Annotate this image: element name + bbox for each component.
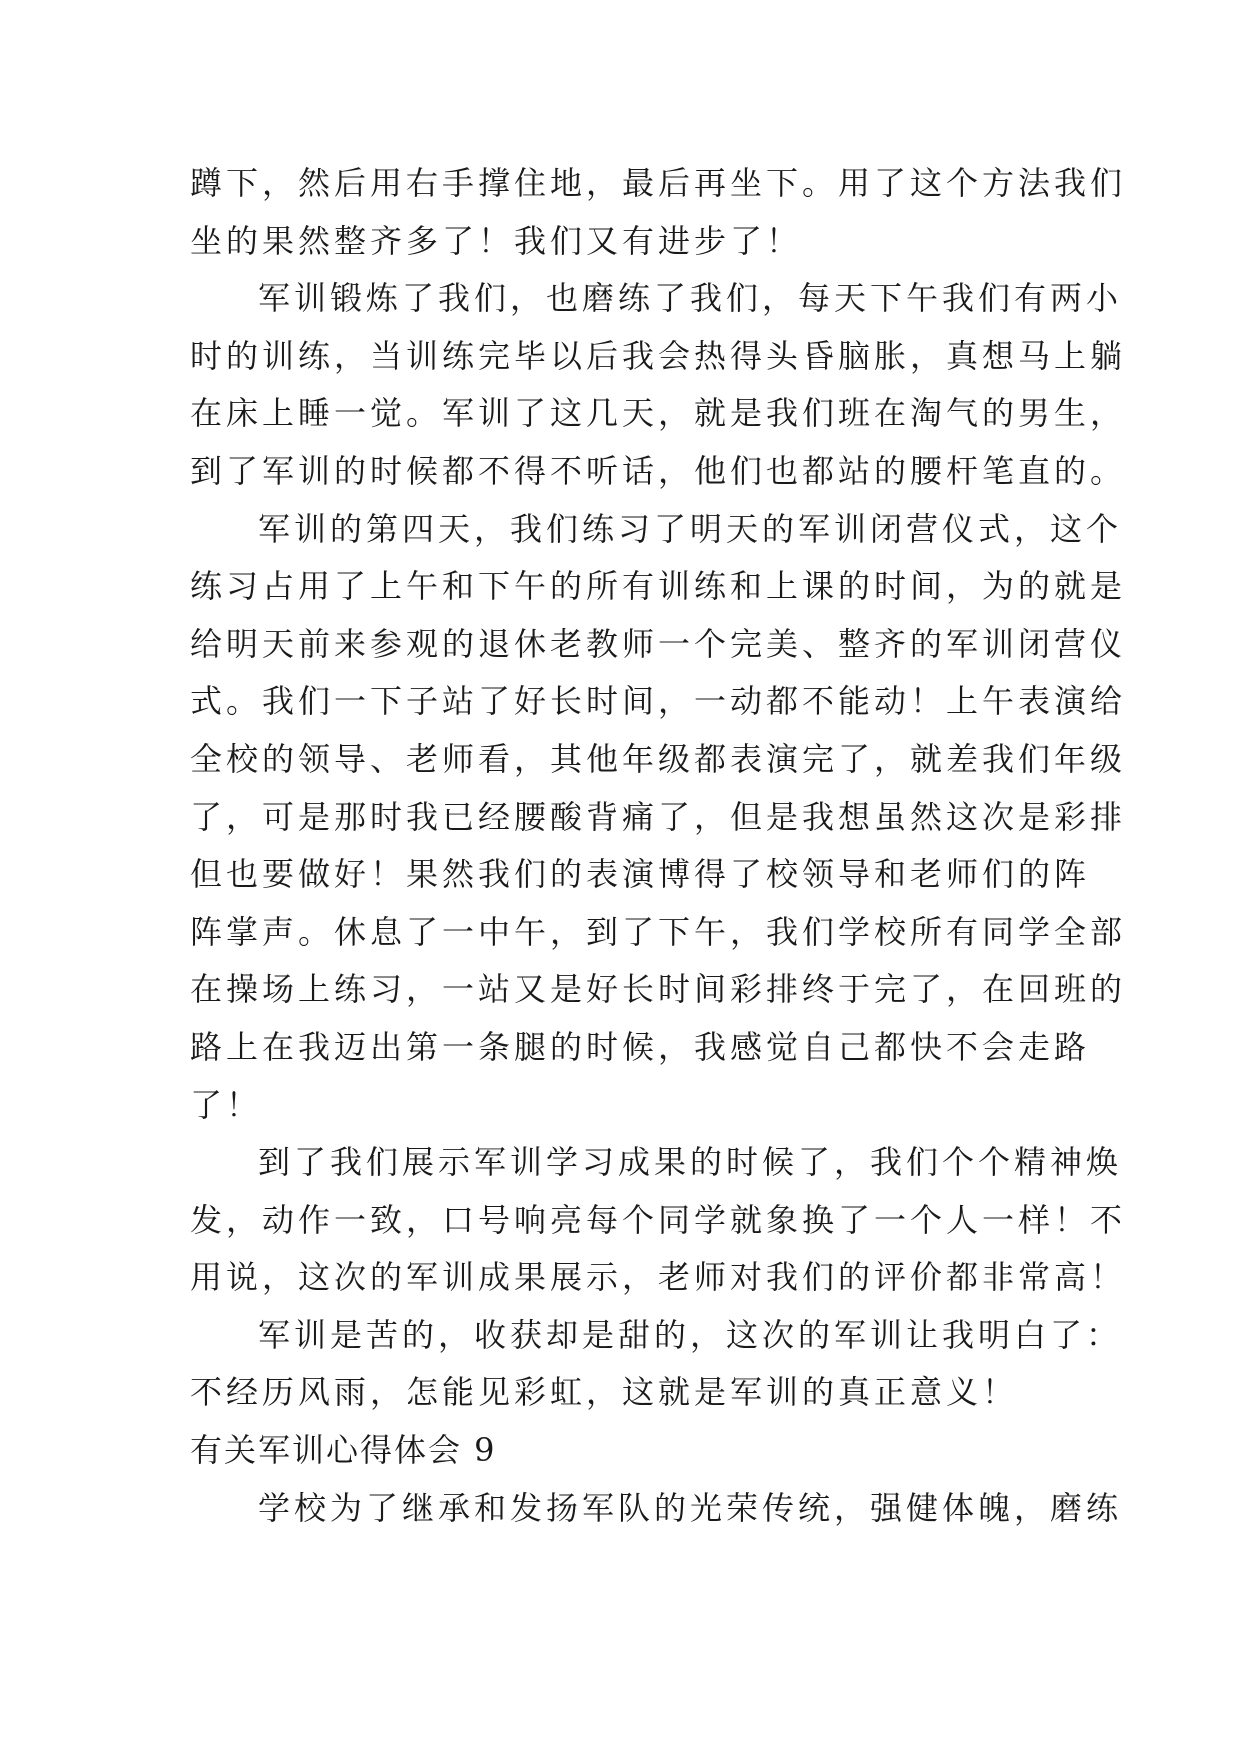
text-line: 全校的领导、老师看，其他年级都表演完了，就差我们年级 — [190, 739, 1127, 778]
text-line: 给明天前来参观的退休老教师一个完美、整齐的军训闭营仪 — [190, 624, 1127, 663]
paragraph-start-line: 到了我们展示军训学习成果的时候了，我们个个精神焕 — [258, 1143, 1123, 1182]
text-line: 不经历风雨，怎能见彩虹，这就是军训的真正意义！ — [190, 1373, 1019, 1412]
text-line: 练习占用了上午和下午的所有训练和上课的时间，为的就是 — [190, 567, 1127, 606]
text-line: 了，可是那时我已经腰酸背痛了，但是我想虽然这次是彩排 — [190, 797, 1127, 836]
text-line: 在操场上练习，一站又是好长时间彩排终于完了，在回班的 — [190, 970, 1127, 1009]
text-line: 但也要做好！果然我们的表演博得了校领导和老师们的阵 — [190, 855, 1091, 894]
paragraph-start-line: 军训的第四天，我们练习了明天的军训闭营仪式，这个 — [258, 509, 1123, 548]
text-line: 时的训练，当训练完毕以后我会热得头昏脑胀，真想马上躺 — [190, 336, 1127, 375]
text-line: 式。我们一下子站了好长时间，一动都不能动！上午表演给 — [190, 682, 1127, 721]
text-line: 在床上睡一觉。军训了这几天，就是我们班在淘气的男生， — [190, 394, 1127, 433]
section-heading: 有关军训心得体会 9 — [190, 1431, 497, 1470]
document-body — [190, 155, 1127, 1537]
text-line: 蹲下，然后用右手撑住地，最后再坐下。用了这个方法我们 — [190, 164, 1127, 202]
text-line: 用说，这次的军训成果展示，老师对我们的评价都非常高！ — [190, 1258, 1127, 1297]
text-line: 了！ — [190, 1085, 263, 1124]
paragraph-start-line: 军训是苦的，收获却是甜的，这次的军训让我明白了： — [258, 1315, 1123, 1354]
text-line: 到了军训的时候都不得不听话，他们也都站的腰杆笔直的。 — [190, 451, 1127, 490]
paragraph-start-line: 军训锻炼了我们，也磨练了我们，每天下午我们有两小 — [258, 279, 1123, 318]
text-line: 发，动作一致，口号响亮每个同学就象换了一个人一样！不 — [190, 1200, 1127, 1239]
paragraph-start-line: 学校为了继承和发扬军队的光荣传统，强健体魄，磨练 — [258, 1488, 1123, 1527]
text-line: 路上在我迈出第一条腿的时候，我感觉自己都快不会走路 — [190, 1027, 1091, 1066]
text-line: 坐的果然整齐多了！我们又有进步了！ — [190, 221, 803, 260]
text-line: 阵掌声。休息了一中午，到了下午，我们学校所有同学全部 — [190, 912, 1127, 951]
